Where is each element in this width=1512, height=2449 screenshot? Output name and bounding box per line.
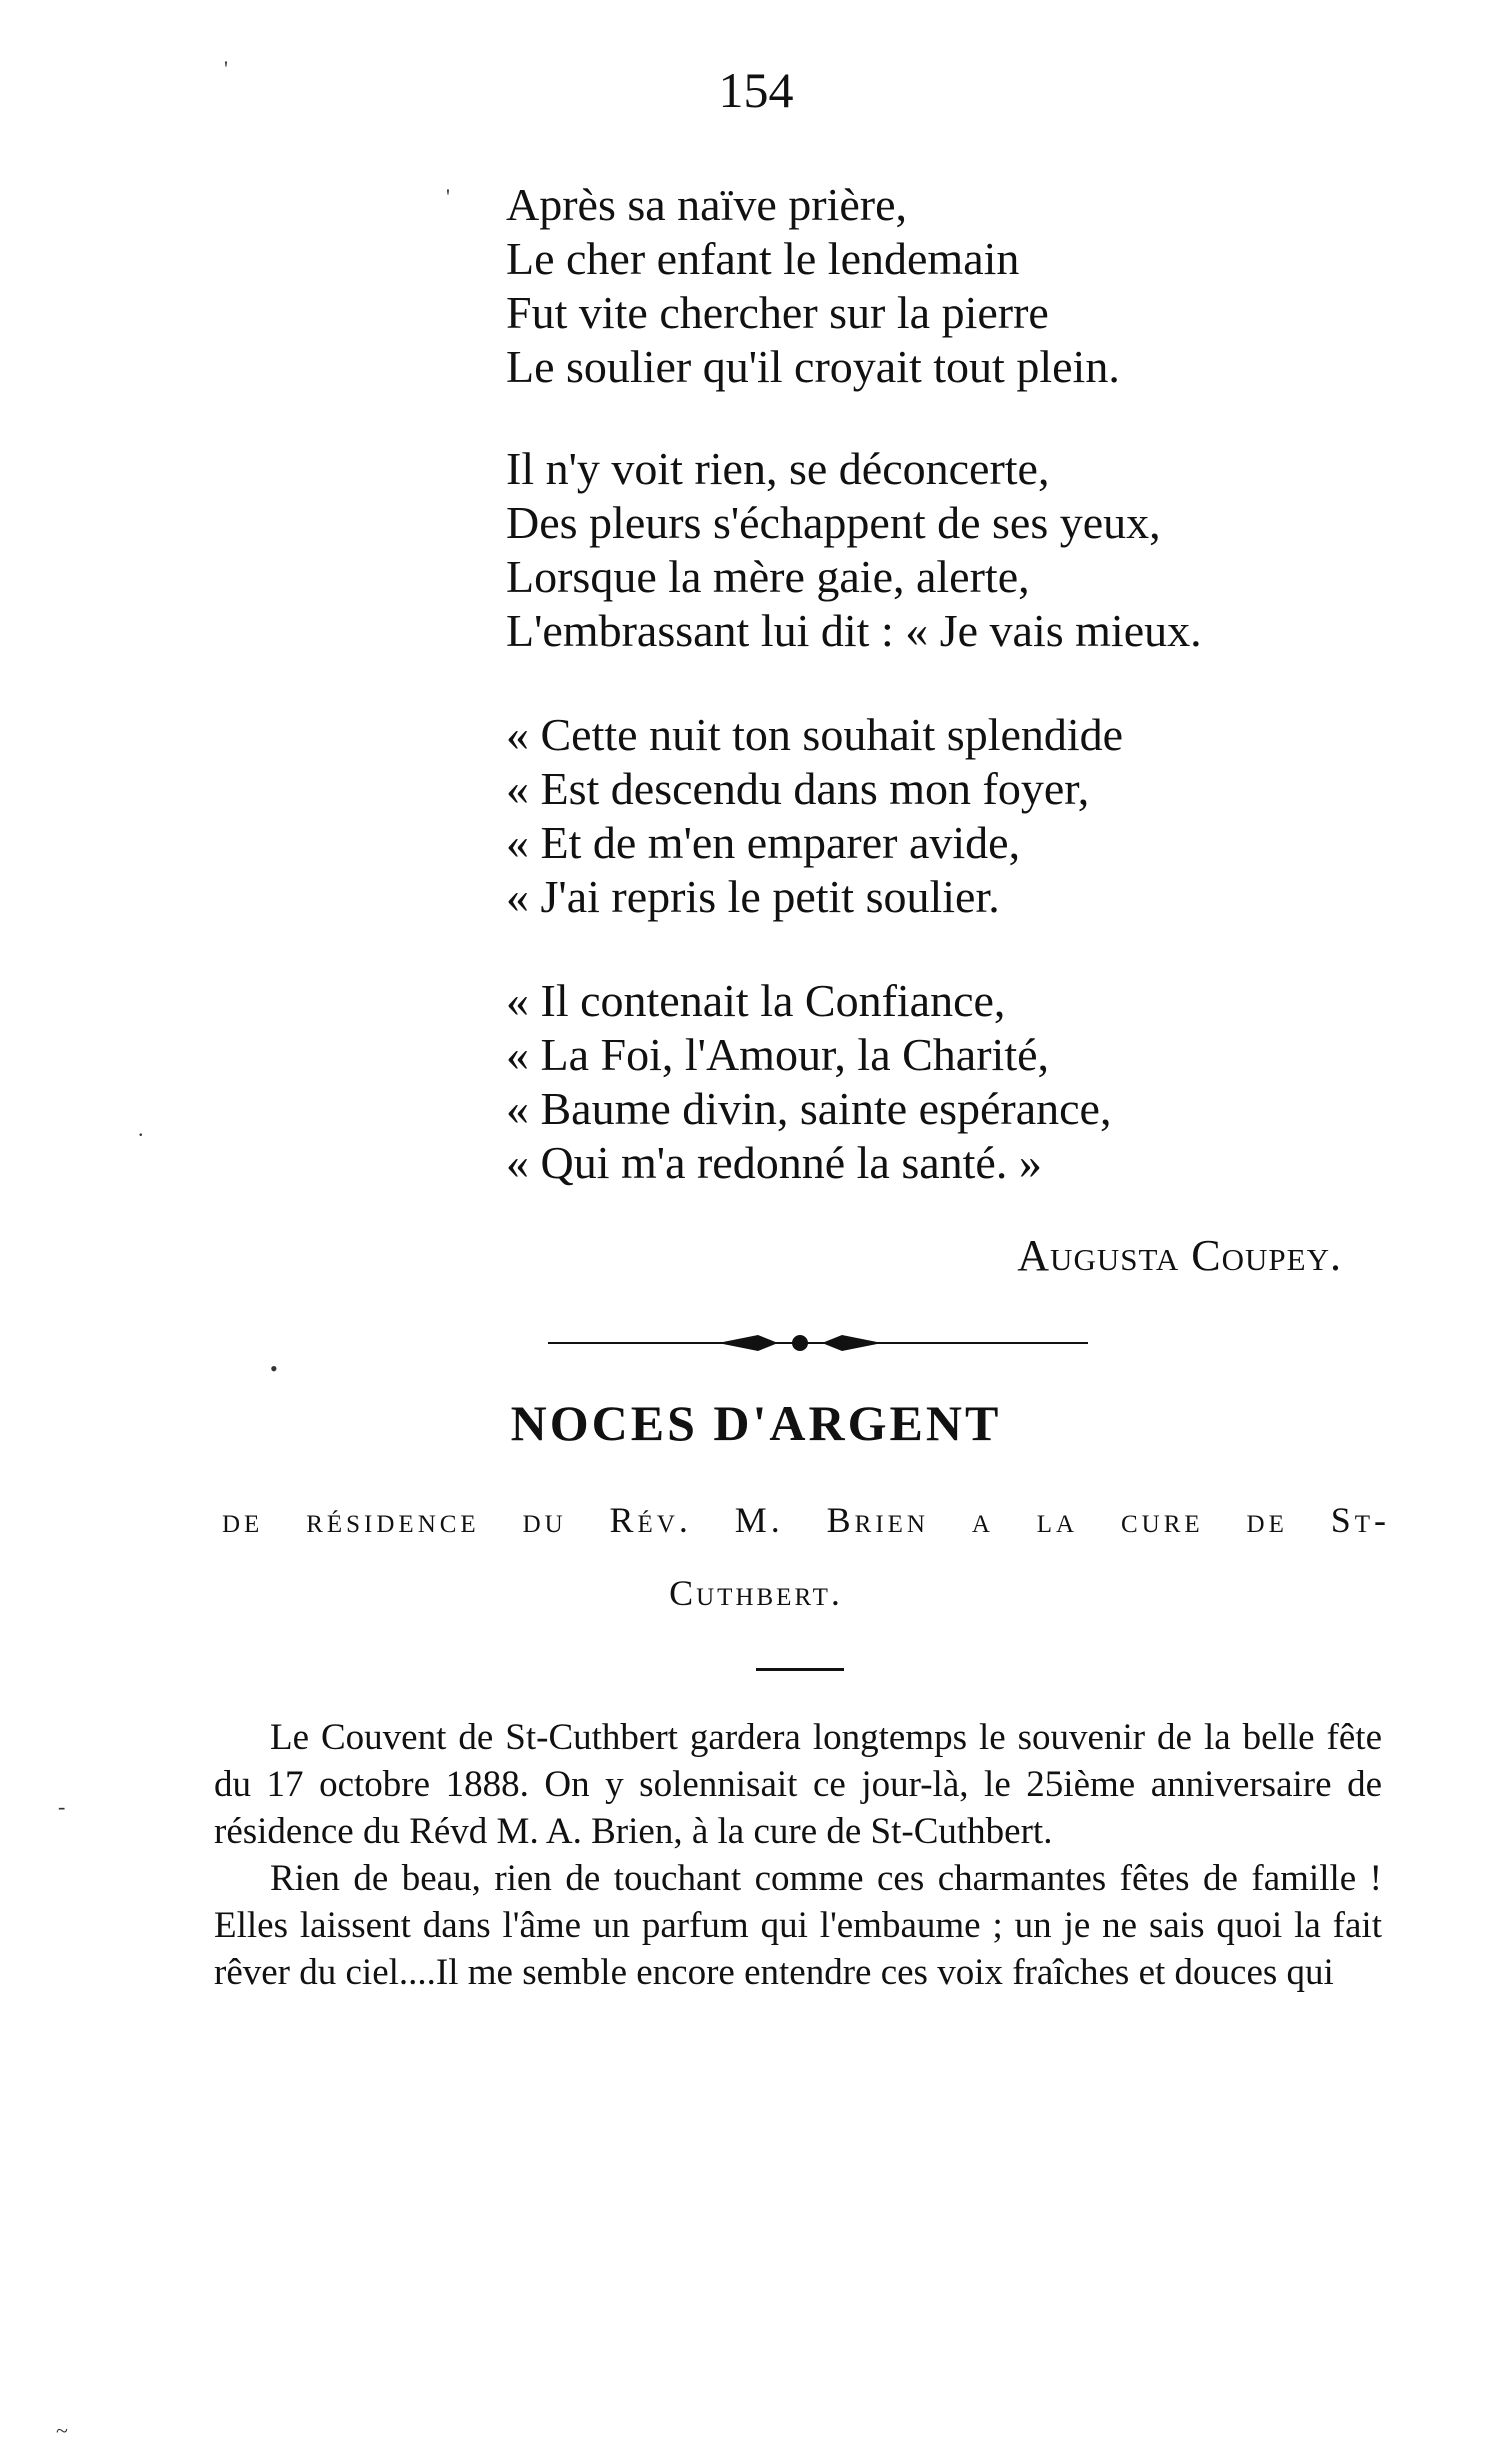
- poem-line: Des pleurs s'échappent de ses yeux,: [506, 497, 1161, 548]
- poem-stanza: [506, 442, 1202, 658]
- poem-line: « Cette nuit ton souhait splendide: [506, 709, 1124, 760]
- section-title: NOCES D'ARGENT: [510, 1395, 1002, 1451]
- print-speck: -: [58, 1794, 66, 1819]
- poem-line: Après sa naïve prière,: [506, 179, 908, 230]
- poem-line: « La Foi, l'Amour, la Charité,: [506, 1029, 1050, 1080]
- print-speck: •: [270, 1356, 278, 1381]
- poem-line: Fut vite chercher sur la pierre: [506, 287, 1049, 338]
- paragraph: Le Couvent de St-Cuthbert gardera longtemps le souvenir de la belle fête du 17 octobre 1888. On y solennisait ce jour-là, le 25ième anniversaire de résidence du Révd M. A. Brien, à la cure de St-Cuthbert.: [214, 1717, 1382, 1852]
- poem-stanza: [506, 974, 1111, 1190]
- poem: [506, 442, 1202, 658]
- print-speck: .: [138, 1116, 144, 1141]
- poem: [506, 974, 1111, 1190]
- poem-stanza: [506, 178, 1120, 394]
- poem-line: « J'ai repris le petit soulier.: [506, 871, 1000, 922]
- poem-line: « Baume divin, sainte espérance,: [506, 1083, 1112, 1134]
- poem-line: Lorsque la mère gaie, alerte,: [506, 551, 1030, 602]
- article-body: [214, 1714, 1382, 1996]
- poem-line: Il n'y voit rien, se déconcerte,: [506, 443, 1050, 494]
- poem-line: « Est descendu dans mon foyer,: [506, 763, 1090, 814]
- print-speck: ': [224, 56, 228, 81]
- poem-line: « Qui m'a redonné la santé. »: [506, 1137, 1042, 1188]
- poem-line: « Il contenait la Confiance,: [506, 975, 1006, 1026]
- print-speck: ': [446, 184, 450, 209]
- ornament-divider: [548, 1323, 1088, 1363]
- page-number: 154: [718, 62, 794, 118]
- poem-line: L'embrassant lui dit : « Je vais mieux.: [506, 605, 1202, 656]
- poem: [506, 178, 1120, 394]
- paragraph: Rien de beau, rien de touchant comme ces charmantes fêtes de famille ! Elles laissent dans l'âme un parfum qui l'embaume ; un je ne sais quoi la fait rêver du ciel....Il me semble encore entendre ces voix fraîches et douces qui: [214, 1858, 1382, 1993]
- section-subtitle: de résidence du Rév. M. Brien a la cure de St-: [222, 1500, 1390, 1540]
- poem-stanza: [506, 708, 1123, 924]
- poem-line: Le cher enfant le lendemain: [506, 233, 1020, 284]
- short-rule: [756, 1668, 844, 1671]
- section-subtitle-continued: Cuthbert.: [669, 1573, 843, 1613]
- print-speck: ~: [56, 2418, 68, 2443]
- poem-line: Le soulier qu'il croyait tout plein.: [506, 341, 1120, 392]
- poem-signature: Augusta Coupey.: [1017, 1231, 1342, 1280]
- poem: [506, 708, 1123, 924]
- poem-line: « Et de m'en emparer avide,: [506, 817, 1021, 868]
